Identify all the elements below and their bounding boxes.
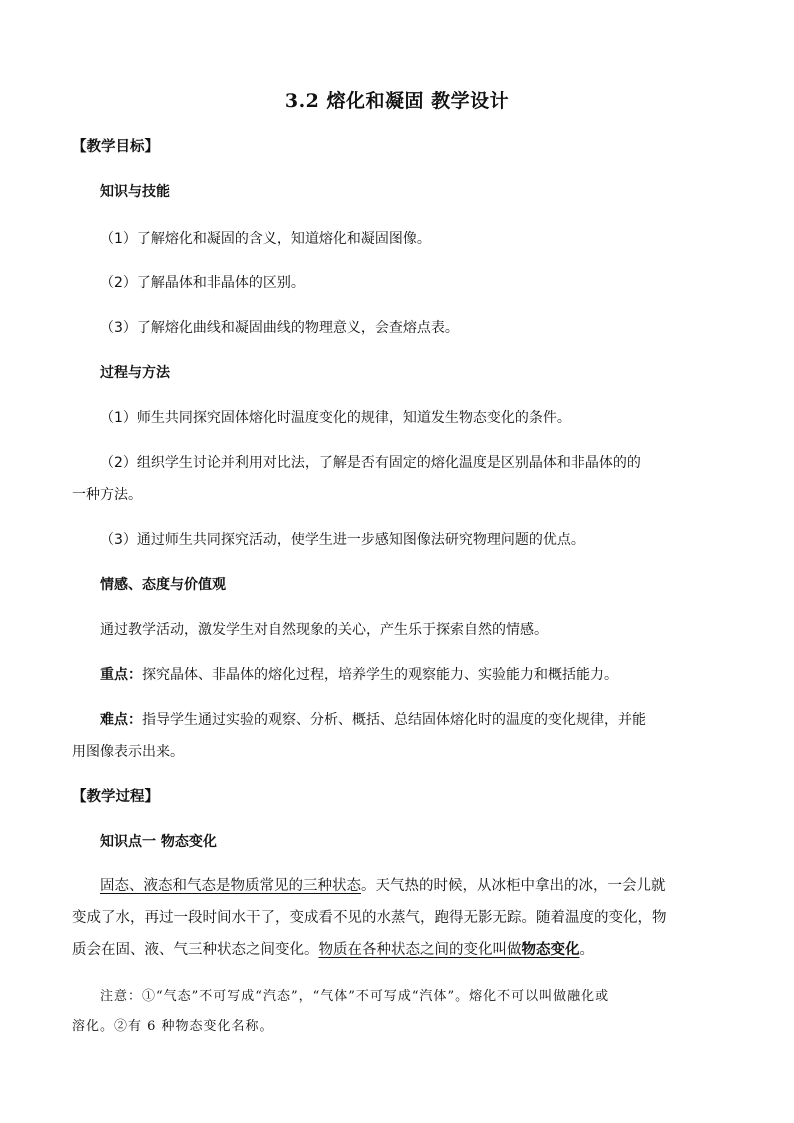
subheading-point-1: 知识点一 物态变化	[100, 834, 217, 850]
knowledge-item-1: （1）了解熔化和凝固的含义，知道熔化和凝固图像。	[100, 231, 431, 247]
point1-underlined-phrase: 固态、液态和气态是物质常见的三种状态	[100, 878, 361, 894]
point1-para-line-1	[100, 876, 666, 896]
process-item-1: （1）师生共同探究固体熔化时温度变化的规律，知道发生物态变化的条件。	[100, 410, 571, 426]
process-item-3: （3）通过师生共同探究活动，使学生进一步感知图像法研究物理问题的优点。	[100, 532, 585, 548]
process-item-2-line-1: （2）组织学生讨论并利用对比法，了解是否有固定的熔化温度是区别晶体和非晶体的的	[100, 455, 641, 471]
point1-para-line-2: 变成了水，再过一段时间水干了，变成看不见的水蒸气，跑得无影无踪。随着温度的变化，物	[72, 910, 667, 926]
difficulty	[100, 710, 646, 730]
process-item-2-line-2: 一种方法。	[72, 487, 142, 503]
key-point-label: 重点：	[100, 667, 142, 683]
subheading-emotion: 情感、态度与价值观	[100, 577, 226, 593]
key-point	[100, 665, 618, 685]
note-line-2: 溶化。②有 6 种物态变化名称。	[72, 1019, 274, 1034]
difficulty-text-line-1: 指导学生通过实验的观察、分析、概括、总结固体熔化时的温度的变化规律，并能	[142, 712, 646, 728]
emotion-text: 通过教学活动，激发学生对自然现象的关心，产生乐于探索自然的情感。	[100, 622, 548, 638]
knowledge-item-3: （3）了解熔化曲线和凝固曲线的物理意义，会查熔点表。	[100, 320, 459, 336]
point1-term-bold: 物态变化	[521, 942, 580, 958]
difficulty-label: 难点：	[100, 712, 142, 728]
subheading-knowledge: 知识与技能	[100, 184, 170, 200]
page-title: 3.2 熔化和凝固 教学设计	[284, 90, 510, 112]
point1-para-line-3-plain: 质会在固、液、气三种状态之间变化。	[72, 942, 319, 958]
knowledge-item-2: （2）了解晶体和非晶体的区别。	[100, 275, 305, 291]
point1-para-line-1-rest: 。天气热的时候，从冰柜中拿出的冰，一会儿就	[361, 878, 666, 894]
section-heading-process: 【教学过程】	[72, 789, 159, 805]
point1-definition-underlined: 物质在各种状态之间的变化叫做	[318, 942, 522, 958]
note-line-1: 注意：①“气态”不可写成“汽态”，“气体”不可写成“汽体”。熔化不可以叫做融化或	[100, 989, 610, 1004]
section-heading-goals: 【教学目标】	[72, 139, 159, 155]
difficulty-text-line-2: 用图像表示出来。	[72, 744, 184, 760]
subheading-process: 过程与方法	[100, 365, 170, 381]
point1-para-line-3	[72, 940, 594, 960]
key-point-text: 探究晶体、非晶体的熔化过程，培养学生的观察能力、实验能力和概括能力。	[142, 667, 618, 683]
point1-para-line-3-end: 。	[579, 942, 594, 958]
